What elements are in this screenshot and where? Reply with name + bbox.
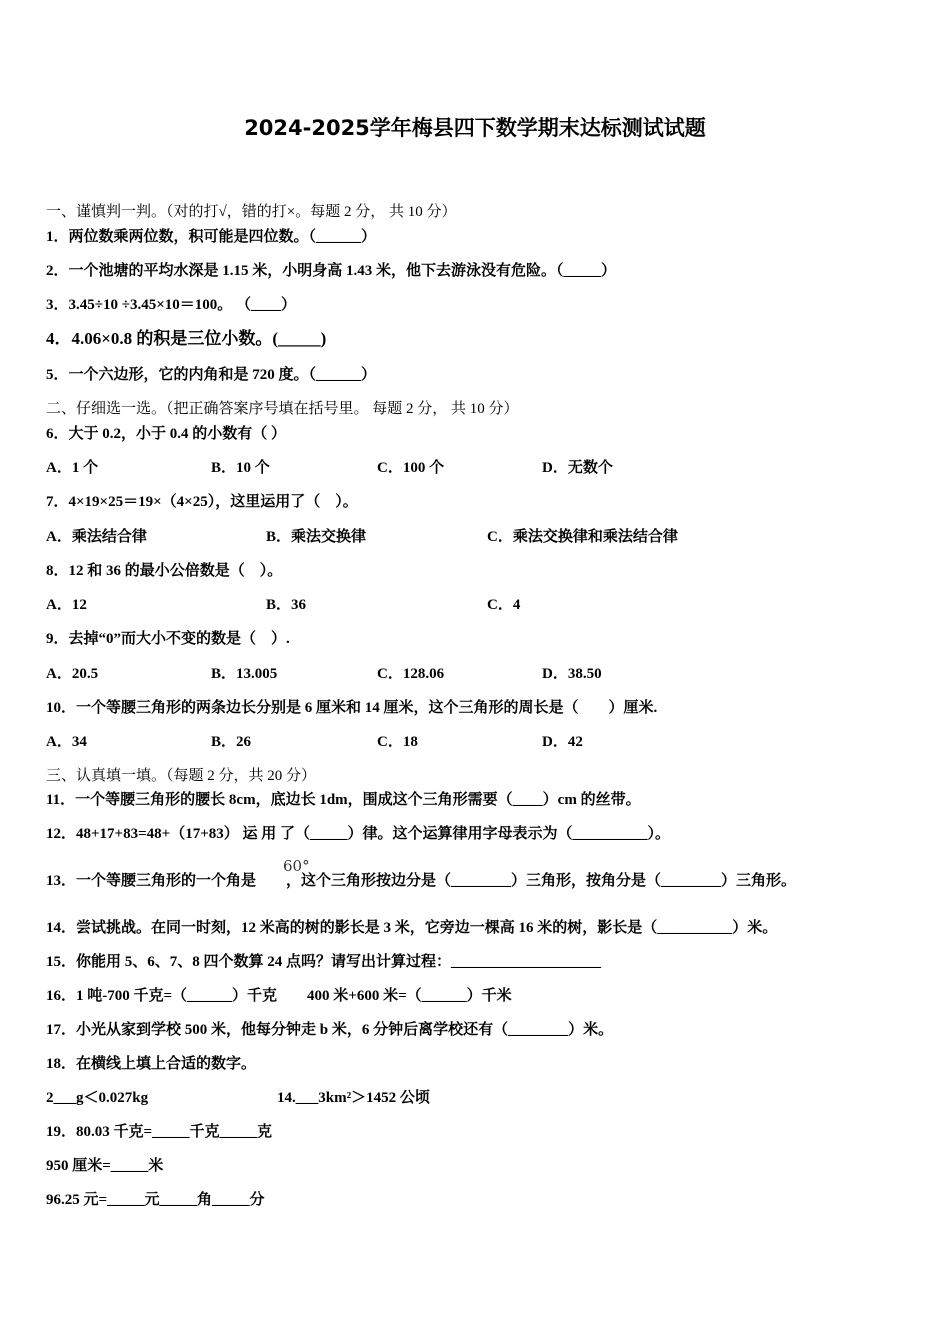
q9-option-b: B．13.005 xyxy=(211,666,278,682)
q9-option-a: A．20.5 xyxy=(46,666,99,682)
question-16: 16．1 吨-700 千克=（______）千克 400 米+600 米=（______）千米 xyxy=(46,988,512,1004)
question-18: 18．在横线上填上合适的数字。 xyxy=(46,1056,257,1072)
question-3: 3．3.45÷10 ÷3.45×10＝100。 （____） xyxy=(46,297,297,313)
question-19-part-b: 950 厘米=_____米 xyxy=(46,1158,164,1174)
question-19-part-c: 96.25 元=_____元_____角_____分 xyxy=(46,1192,265,1208)
q10-option-c: C．18 xyxy=(377,734,418,750)
q6-option-c: C．100 个 xyxy=(377,460,445,476)
angle-60-degrees: 60° xyxy=(283,857,310,875)
question-14: 14．尝试挑战。在同一时刻，12 米高的树的影长是 3 米，它旁边一棵高 16 米的树，影长是（__________）米。 xyxy=(46,920,778,936)
q9-option-c: C．128.06 xyxy=(377,666,445,682)
question-17: 17．小光从家到学校 500 米，他每分钟走 b 米，6 分钟后离学校还有（________）米。 xyxy=(46,1022,614,1038)
q18-part-b: 14.___3km²＞1452 公顷 xyxy=(277,1090,430,1106)
question-13: 13．一个等腰三角形的一个角是 ，这个三角形按边分是（________）三角形，按角分是（________）三角形。 xyxy=(46,873,797,889)
question-15: 15．你能用 5、6、7、8 四个数算 24 点吗？请写出计算过程：____________________ xyxy=(46,954,602,970)
q10-option-d: D．42 xyxy=(542,734,583,750)
section-3-heading: 三、认真填一填。（每题 2 分，共 20 分） xyxy=(46,768,317,784)
question-5: 5．一个六边形，它的内角和是 720 度。（______） xyxy=(46,367,377,383)
question-10: 10．一个等腰三角形的两条边长分别是 6 厘米和 14 厘米，这个三角形的周长是（ ）厘米. xyxy=(46,700,658,716)
q7-option-c: C．乘法交换律和乘法结合律 xyxy=(487,529,678,545)
q6-option-b: B．10 个 xyxy=(211,460,270,476)
q8-option-a: A．12 xyxy=(46,597,87,613)
q10-option-b: B．26 xyxy=(211,734,252,750)
question-19: 19．80.03 千克=_____千克_____克 xyxy=(46,1124,273,1140)
question-2: 2．一个池塘的平均水深是 1.15 米，小明身高 1.43 米，他下去游泳没有危险。（_____） xyxy=(46,263,617,279)
question-11: 11．一个等腰三角形的腰长 8cm，底边长 1dm，围成这个三角形需要（____）cm 的丝带。 xyxy=(46,792,641,808)
question-1: 1．两位数乘两位数，积可能是四位数。（______） xyxy=(46,229,377,245)
question-8: 8．12 和 36 的最小公倍数是（ ）。 xyxy=(46,563,283,579)
q8-option-c: C．4 xyxy=(487,597,521,613)
q8-option-b: B．36 xyxy=(266,597,307,613)
q10-option-a: A．34 xyxy=(46,734,87,750)
q18-part-a: 2___g＜0.027kg xyxy=(46,1090,149,1106)
question-12: 12．48+17+83=48+（17+83） 运 用 了（_____）律。这个运算律用字母表示为（__________）。 xyxy=(46,826,670,842)
q6-option-d: D．无数个 xyxy=(542,460,613,476)
section-2-heading: 二、仔细选一选。（把正确答案序号填在括号里。 每题 2 分， 共 10 分） xyxy=(46,401,519,417)
question-4: 4．4.06×0.8 的积是三位小数。(_____) xyxy=(46,329,327,348)
q7-option-b: B．乘法交换律 xyxy=(266,529,367,545)
q6-option-a: A．1 个 xyxy=(46,460,99,476)
page-title: 2024-2025学年梅县四下数学期末达标测试试题 xyxy=(244,116,706,140)
question-7: 7．4×19×25＝19×（4×25），这里运用了（ ）。 xyxy=(46,494,358,510)
section-1-heading: 一、谨慎判一判。（对的打√，错的打×。每题 2 分， 共 10 分） xyxy=(46,204,457,220)
q7-option-a: A．乘法结合律 xyxy=(46,529,147,545)
q9-option-d: D．38.50 xyxy=(542,666,602,682)
question-6: 6．大于 0.2，小于 0.4 的小数有（ ） xyxy=(46,426,287,442)
question-9: 9．去掉“0”而大小不变的数是（ ）. xyxy=(46,631,290,647)
